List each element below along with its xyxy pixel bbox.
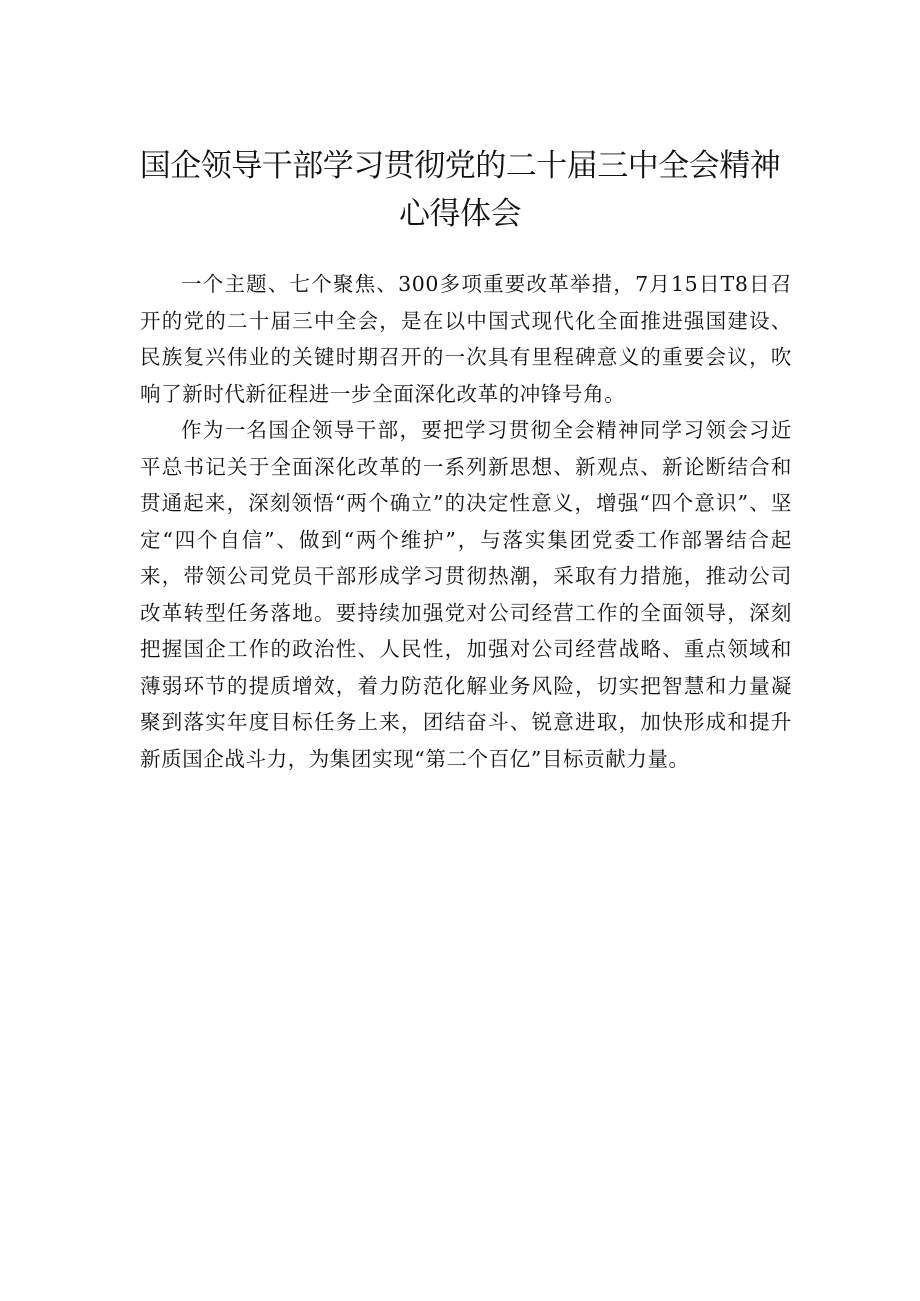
paragraph-1: 一个主题、七个聚焦、300多项重要改革举措，7月15日T8日召开的党的二十届三中全会，是在以中国式现代化全面推进强国建设、民族复兴伟业的关键时期召开的一次具有里程碑意义的重要会议，吹响了新时代新征程进一步全面深化改革的冲锋号角。 xyxy=(140,272,792,406)
document-title: 国企领导干部学习贯彻党的二十届三中全会精神心得体会 xyxy=(139,148,781,232)
paragraph-2: 作为一名国企领导干部，要把学习贯彻全会精神同学习领会习近平总书记关于全面深化改革的一系列新思想、新观点、新论断结合和贯通起来，深刻领悟“两个确立”的决定性意义，增强“四个意识”、坚定“四个自信”、做到“两个维护”，与落实集团党委工作部署结合起来，带领公司党员干部形成学习贯彻热潮，采取有力措施，推动公司改革转型任务落地。要持续加强党对公司经营工作的全面领导，深刻把握国企工作的政治性、人民性，加强对公司经营战略、重点领域和薄弱环节的提质增效，着力防范化解业务风险，切实把智慧和力量凝聚到落实年度目标任务上来，团结奋斗、锐意进取，加快形成和提升新质国企战斗力，为集团实现“第二个百亿”目标贡献力量。 xyxy=(140,418,792,771)
document-body xyxy=(140,266,792,777)
